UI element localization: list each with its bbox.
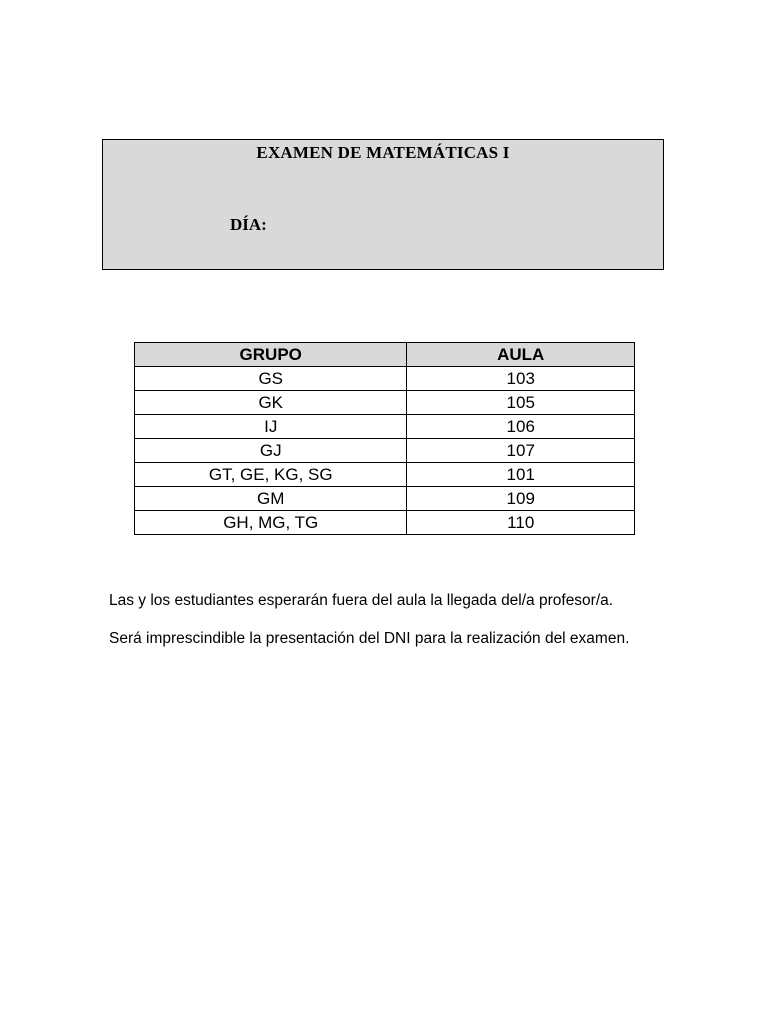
table-row [135, 367, 635, 391]
room-cell: 107 [407, 439, 635, 463]
group-room-table [134, 342, 635, 535]
table-row [135, 415, 635, 439]
group-cell: GS [135, 367, 407, 391]
room-cell: 106 [407, 415, 635, 439]
column-header-grupo: GRUPO [135, 343, 407, 367]
table-row [135, 463, 635, 487]
table-row [135, 511, 635, 535]
group-cell: IJ [135, 415, 407, 439]
group-cell: GH, MG, TG [135, 511, 407, 535]
group-cell: GM [135, 487, 407, 511]
column-header-aula: AULA [407, 343, 635, 367]
exam-title: EXAMEN DE MATEMÁTICAS I [256, 143, 510, 162]
table-row [135, 391, 635, 415]
room-cell: 103 [407, 367, 635, 391]
room-cell: 109 [407, 487, 635, 511]
room-cell: 105 [407, 391, 635, 415]
group-cell: GJ [135, 439, 407, 463]
table-header-row [135, 343, 635, 367]
room-cell: 110 [407, 511, 635, 535]
id-requirement-note: Será imprescindible la presentación del DNI para la realización del examen. [109, 630, 630, 647]
room-cell: 101 [407, 463, 635, 487]
group-cell: GT, GE, KG, SG [135, 463, 407, 487]
exam-header-box [102, 139, 664, 270]
waiting-instruction-note: Las y los estudiantes esperarán fuera del aula la llegada del/a profesor/a. [109, 592, 614, 609]
table-row [135, 439, 635, 463]
group-cell: GK [135, 391, 407, 415]
table-row [135, 487, 635, 511]
exam-day-label: DÍA: [230, 215, 267, 234]
